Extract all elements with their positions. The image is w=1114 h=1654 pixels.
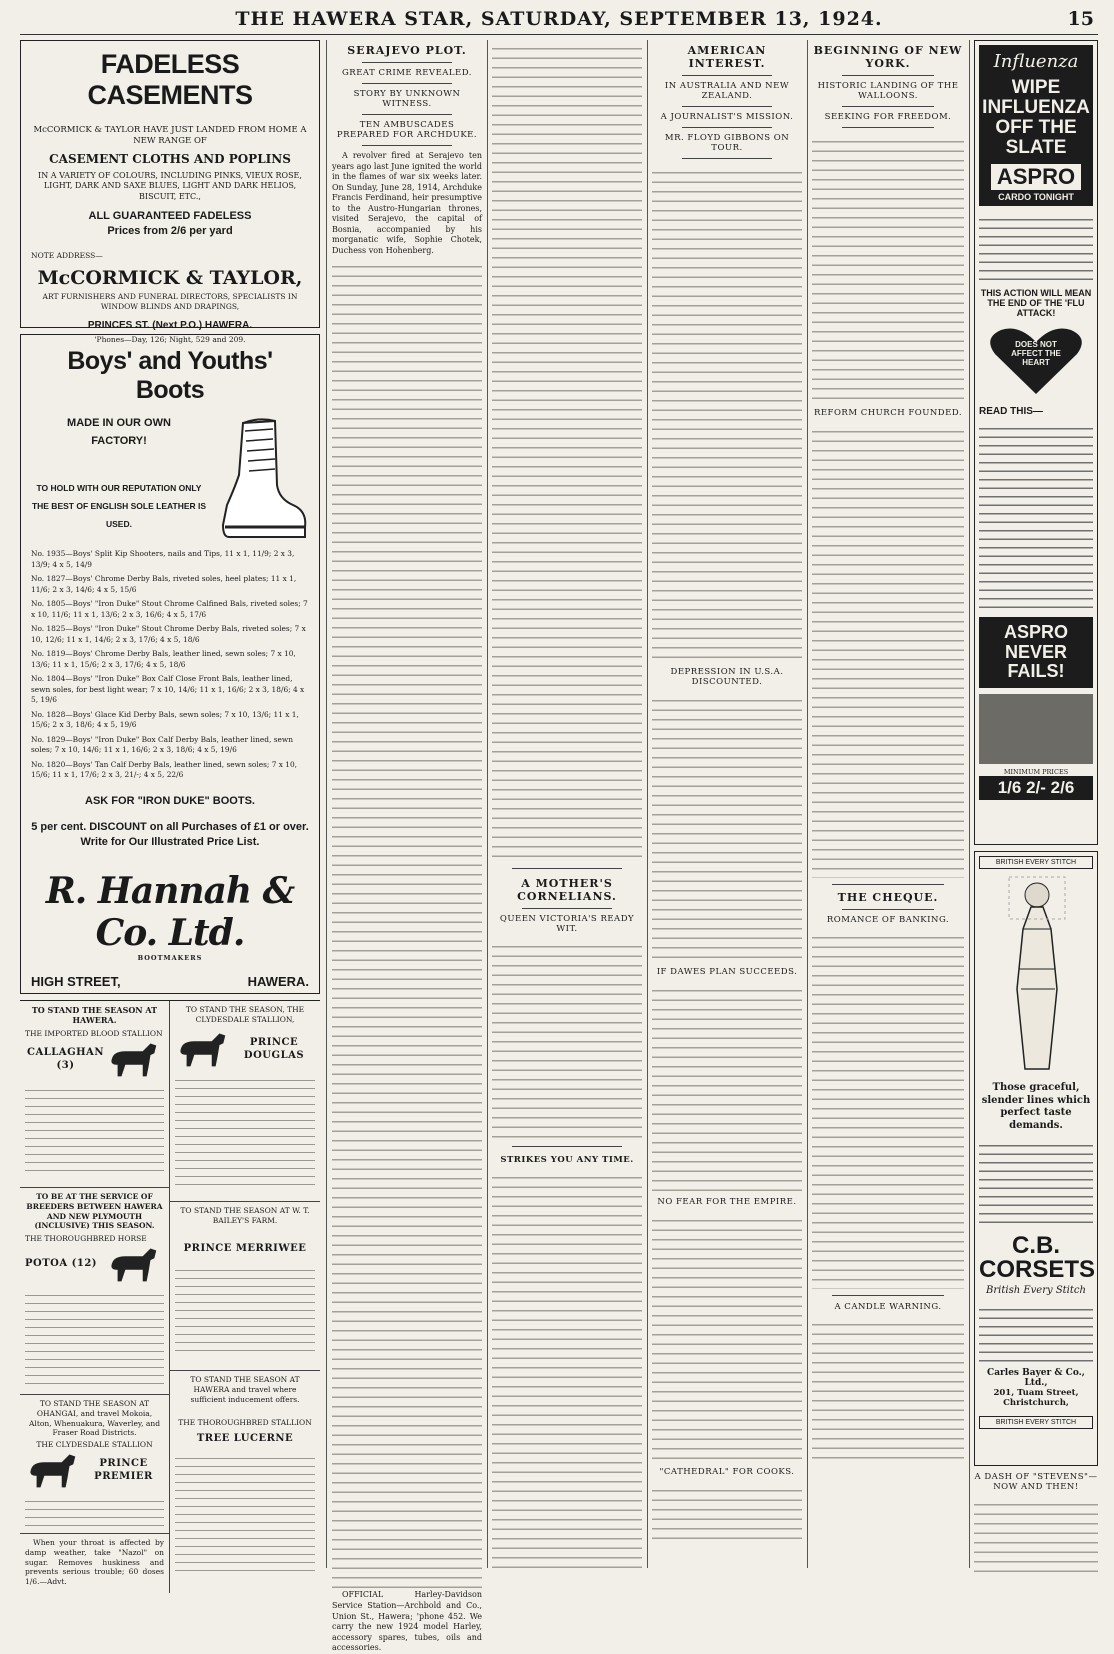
article-headline: A MOTHER'S CORNELIANS.: [517, 877, 617, 903]
article-subhead: TEN AMBUSCADES PREPARED FOR ARCHDUKE.: [336, 120, 478, 140]
newspaper-title: THE HAWERA STAR, SATURDAY, SEPTEMBER 13, 1924.: [235, 8, 883, 30]
stallion-prince-merriwee: [170, 1202, 320, 1371]
ad-line: ASK FOR "IRON DUKE" BOOTS.: [85, 794, 255, 807]
stallion-prince-premier: [20, 1395, 169, 1534]
article-body-text: [812, 929, 964, 1289]
article-body-text: [492, 40, 642, 860]
divider: [362, 145, 452, 146]
list-item: No. 1825—Boys' "Iron Duke" Stout Chrome Derby Bals, riveted soles; 7 x 10, 12/6; 11 x 1, 14/6; 2 x 3, 17/6; 4 x 5, 18/6: [31, 624, 306, 644]
text-block: [175, 1451, 315, 1571]
divider: [362, 114, 452, 115]
ad-line: TO STAND THE SEASON AT OHANGAI, and travel Mokoia, Alton, Whenuakura, Waverley, and Fraser Road Districts.: [29, 1399, 160, 1438]
article-subhead: IF DAWES PLAN SUCCEEDS.: [656, 967, 798, 977]
aspro-header: [979, 45, 1093, 206]
ad-address: PRINCES ST. (Next P.O.) HAWERA.: [87, 319, 253, 331]
text-block: [25, 1494, 164, 1526]
stallion-name: PRINCE MERRIWEE: [183, 1242, 307, 1254]
corset-firm: Carles Bayer & Co., Ltd.,: [987, 1368, 1085, 1388]
price-label: MINIMUM PRICES: [1003, 768, 1069, 777]
article-subhead: SEEKING FOR FREEDOM.: [824, 112, 952, 122]
column-ads-right: [974, 40, 1098, 1568]
text-block: [25, 1083, 164, 1173]
article-headline: BEGINNING OF NEW YORK.: [813, 44, 963, 70]
corset-address: 201, Tuam Street, Christchurch,: [993, 1388, 1079, 1408]
ad-town: HAWERA.: [247, 973, 309, 989]
column-rule: [647, 40, 648, 1568]
column-american-interest: [652, 40, 802, 1568]
corset-body-text: [979, 1138, 1093, 1226]
ad-line: THE THOROUGHBRED HORSE: [25, 1234, 147, 1243]
stallion-callaghan: [20, 1001, 169, 1188]
list-item: No. 1827—Boys' Chrome Derby Bals, riveted soles, heel plates; 11 x 1, 11/6; 2 x 3, 14/6; 4 x 5, 15/6: [31, 574, 297, 594]
stallion-name: TREE LUCERNE: [196, 1433, 294, 1444]
ad-line: THE CLYDESDALE STALLION: [36, 1440, 153, 1449]
divider: [522, 908, 612, 909]
column-rule: [487, 40, 488, 1568]
ad-line: ALL GUARANTEED FADELESS: [88, 210, 252, 223]
divider: [832, 884, 944, 885]
stallion-name: PRINCE PREMIER: [94, 1457, 153, 1482]
ad-line: McCORMICK & TAYLOR HAVE JUST LANDED FROM HOME A NEW RANGE OF: [33, 125, 307, 147]
article-subhead: IN AUSTRALIA AND NEW ZEALAND.: [664, 81, 790, 101]
ad-firm-logo: R. Hannah & Co. Ltd.: [45, 869, 295, 954]
article-subhead: A DASH OF "STEVENS"—NOW AND THEN!: [974, 1472, 1098, 1492]
divider: [362, 62, 452, 63]
column-ads-left: [20, 40, 320, 1586]
aspro-brand: ASPRO: [991, 164, 1081, 190]
column-new-york: [812, 40, 964, 1568]
stallion-name: CALLAGHAN (3): [27, 1046, 104, 1071]
divider: [512, 868, 622, 869]
list-item: No. 1935—Boys' Split Kip Shooters, nails and Tips, 11 x 1, 11/9; 2 x 3, 13/9; 4 x 5, 14/9: [31, 549, 295, 569]
divider: [842, 106, 934, 107]
ad-line: THE THOROUGHBRED STALLION: [178, 1418, 312, 1428]
corset-tagline-2: British Every Stitch: [986, 1285, 1086, 1296]
article-body-text: [652, 164, 802, 662]
article-subhead: GREAT CRIME REVEALED.: [342, 68, 472, 78]
article-body-text: [652, 982, 802, 1192]
article-headline: THE CHEQUE.: [837, 891, 939, 904]
ad-fadeless-casements: [20, 40, 320, 344]
article-subhead: NO FEAR FOR THE EMPIRE.: [657, 1197, 797, 1207]
aspro-testimonial: [979, 421, 1093, 611]
ad-line: BOOTMAKERS: [137, 953, 203, 962]
article-body-text: [492, 938, 642, 1138]
divider: [842, 127, 934, 128]
text-block: [175, 1073, 315, 1185]
article-subhead: STORY BY UNKNOWN WITNESS.: [353, 89, 461, 109]
column-rule: [807, 40, 808, 1568]
article-subhead: MR. FLOYD GIBBONS ON TOUR.: [664, 133, 790, 153]
ad-cb-corsets: [974, 851, 1098, 1466]
aspro-tagline: CARDO TONIGHT: [998, 191, 1074, 202]
article-headline: SERAJEVO PLOT.: [347, 44, 467, 57]
ad-line: MADE IN OUR OWN FACTORY!: [67, 417, 171, 447]
nazol-advert: When your throat is affected by damp weather, take "Nazol" on sugar. Removes huskiness and prevents serious trouble; 60 doses 1/6.—Advt.: [25, 1538, 164, 1586]
column-rule: [326, 40, 327, 1568]
stallion-column-right: [170, 1001, 320, 1593]
ad-line: TO STAND THE SEASON AT HAWERA and travel where sufficient inducement offers.: [190, 1375, 300, 1404]
stallion-potoa: [20, 1188, 169, 1395]
ad-prices: Prices from 2/6 per yard: [107, 225, 233, 238]
ad-line: TO STAND THE SEASON, THE CLYDESDALE STALLION,: [185, 1005, 305, 1024]
aspro-headline: WIPE INFLUENZA OFF THE SLATE: [982, 77, 1090, 158]
stallion-prince-douglas: [170, 1001, 320, 1202]
ad-line: NOTE ADDRESS—: [31, 251, 103, 261]
corset-body-text: [979, 1302, 1093, 1362]
list-item: No. 1820—Boys' Tan Calf Derby Bals, leather lined, sewn soles; 7 x 10, 15/6; 11 x 1, 17/6; 2 x 3, 21/-; 4 x 5, 22/6: [31, 759, 298, 780]
corset-brand: C.B. CORSETS: [979, 1232, 1096, 1283]
stallion-name: POTOA (12): [25, 1258, 98, 1270]
list-item: No. 1804—Boys' "Iron Duke" Box Calf Close Front Bals, leather lined, sewn soles, for best light wear; 7 x 10, 14/6; 11 x 1, 16/6; 2 x 3, 18/6; 4 x 5, 19/6: [31, 674, 305, 705]
heart-badge: [979, 324, 1093, 398]
article-body-text: [332, 258, 482, 1588]
divider: [512, 1146, 622, 1147]
column-sarajevo-cont: [492, 40, 642, 1568]
ad-title: Boys' and Youths' Boots: [67, 347, 273, 404]
ad-street: HIGH STREET,: [31, 973, 121, 989]
list-item: No. 1829—Boys' "Iron Duke" Box Calf Derby Bals, leather lined, sewn soles; 7 x 10, 14/6; 11 x 1, 16/6; 2 x 3, 18/6; 4 x 5, 19/6: [31, 734, 293, 755]
article-body-text: [974, 1496, 1098, 1576]
article-body-text: [812, 1316, 964, 1466]
divider: [362, 83, 452, 84]
corset-footer: BRITISH EVERY STITCH: [979, 1416, 1093, 1429]
article-subhead: HISTORIC LANDING OF THE WALLOONS.: [817, 81, 959, 101]
boot-illustration: [213, 415, 309, 545]
aspro-action: THIS ACTION WILL MEAN THE END OF THE 'FLU ATTACK!: [980, 287, 1092, 318]
ad-line: CASEMENT CLOTHS AND POPLINS: [49, 152, 291, 167]
article-headline: AMERICAN INTEREST.: [687, 44, 767, 70]
aspro-intro-text: [979, 212, 1093, 282]
stallion-tree-lucerne: [170, 1371, 320, 1579]
divider: [842, 75, 934, 76]
page-number: 15: [1067, 8, 1094, 30]
boot-price-list: [31, 549, 309, 781]
divider: [682, 75, 772, 76]
aspro-photo: [979, 694, 1093, 764]
horse-icon: [106, 1039, 164, 1079]
ad-line: ART FURNISHERS AND FUNERAL DIRECTORS, SPECIALISTS IN WINDOW BLINDS AND DRAPINGS,: [42, 292, 298, 311]
ad-boys-boots: [20, 334, 320, 994]
divider: [842, 909, 934, 910]
article-body-text: [652, 692, 802, 962]
list-item: No. 1819—Boys' Chrome Derby Bals, leather lined, sewn soles; 7 x 10, 13/6; 11 x 1, 15/6; 2 x 3, 17/6; 4 x 5, 18/6: [31, 649, 296, 669]
article-body-text: [812, 423, 964, 878]
article-subhead: QUEEN VICTORIA'S READY WIT.: [499, 914, 635, 934]
heart-badge-text: DOES NOT AFFECT THE HEART: [1011, 339, 1061, 368]
ad-line: Write for Our Illustrated Price List.: [80, 835, 260, 848]
list-item: No. 1828—Boys' Glace Kid Derby Bals, sewn soles; 7 x 10, 13/6; 11 x 1, 15/6; 2 x 3, 18/6; 4 x 5, 19/6: [31, 709, 299, 730]
column-sarajevo: [332, 40, 482, 1653]
influenza-script: Influenza: [993, 51, 1079, 72]
article-subhead: DEPRESSION IN U.S.A. DISCOUNTED.: [670, 667, 784, 687]
divider: [832, 1295, 944, 1296]
text-block: [175, 1263, 315, 1351]
ad-line: TO STAND THE SEASON AT W. T. BAILEY'S FARM.: [180, 1206, 310, 1225]
article-body-text: [492, 1169, 642, 1569]
article-body-text: [652, 1482, 802, 1542]
article-subhead: "CATHEDRAL" FOR COOKS.: [659, 1467, 795, 1477]
list-item: No. 1805—Boys' "Iron Duke" Stout Chrome Calfined Bals, riveted soles; 7 x 10, 11/6; 11 x 1, 13/6; 2 x 3, 16/6; 4 x 5, 17/6: [31, 599, 308, 619]
ad-title: FADELESS CASEMENTS: [87, 49, 253, 110]
divider: [682, 127, 772, 128]
column-rule: [969, 40, 970, 1568]
stallion-column-left: [20, 1001, 170, 1593]
article-subhead: A CANDLE WARNING.: [834, 1302, 942, 1312]
ad-line: IN A VARIETY OF COLOURS, INCLUDING PINKS, VIEUX ROSE, LIGHT, DARK AND SAXE BLUES, LIGHT AND DARK HELIOS, BISCUIT, ETC.,: [38, 171, 302, 201]
ad-firm: McCORMICK & TAYLOR,: [37, 267, 303, 290]
stallion-adverts: [20, 1000, 320, 1586]
article-body-text: [652, 1212, 802, 1462]
horse-icon: [106, 1244, 164, 1284]
ad-line: TO BE AT THE SERVICE OF BREEDERS BETWEEN HAWERA AND NEW PLYMOUTH (INCLUSIVE) THIS SEASON.: [26, 1192, 163, 1231]
ad-aspro: [974, 40, 1098, 845]
ad-line: TO HOLD WITH OUR REPUTATION ONLY THE BEST OF ENGLISH SOLE LEATHER IS USED.: [31, 483, 207, 529]
text-block: [25, 1288, 164, 1388]
divider: [682, 106, 772, 107]
ad-line: TO STAND THE SEASON AT HAWERA.: [31, 1005, 158, 1026]
ad-line: 5 per cent. DISCOUNT on all Purchases of £1 or over.: [31, 820, 309, 833]
article-body-text: [812, 133, 964, 403]
harley-advert: OFFICIAL Harley-Davidson Service Station—Archbold and Co., Union St., Hawera; 'phone 452. We carry the new 1924 model Harley, accessory spares, tubes, oils and accessories.: [332, 1590, 482, 1653]
ad-line: 'Phones—Day, 126; Night, 529 and 209.: [94, 334, 246, 344]
article-lead: A revolver fired at Serajevo ten years ago last June ignited the world in the flames of war six weeks later. On Sunday, June 28, 1914, Archduke Francis Ferdinand, heir presumptive to the Austro-Hungarian thrones, visited Serajevo, the capital of Bosnia, accompanied by his morganatic wife, Sophie Chotek, Duchess von Hohenberg.: [332, 151, 482, 255]
horse-icon: [25, 1450, 83, 1490]
divider: [682, 158, 772, 159]
corset-banner: BRITISH EVERY STITCH: [979, 856, 1093, 869]
article-subhead: STRIKES YOU ANY TIME.: [500, 1155, 634, 1165]
aspro-read-this: READ THIS—: [979, 405, 1043, 417]
aspro-prices: 1/6 2/- 2/6: [979, 776, 1093, 800]
horse-icon: [175, 1029, 233, 1069]
article-subhead: ROMANCE OF BANKING.: [826, 915, 950, 925]
masthead: [20, 6, 1098, 35]
article-subhead: REFORM CHURCH FOUNDED.: [813, 408, 963, 418]
article-subhead: A JOURNALIST'S MISSION.: [660, 112, 794, 122]
ad-line: THE IMPORTED BLOOD STALLION: [25, 1028, 163, 1038]
corset-lady-illustration: [979, 869, 1093, 1074]
corset-tagline: Those graceful, slender lines which perfect taste demands.: [981, 1082, 1091, 1131]
stallion-name: PRINCE DOUGLAS: [243, 1036, 305, 1061]
aspro-never-fails: ASPRO NEVER FAILS!: [979, 617, 1093, 688]
